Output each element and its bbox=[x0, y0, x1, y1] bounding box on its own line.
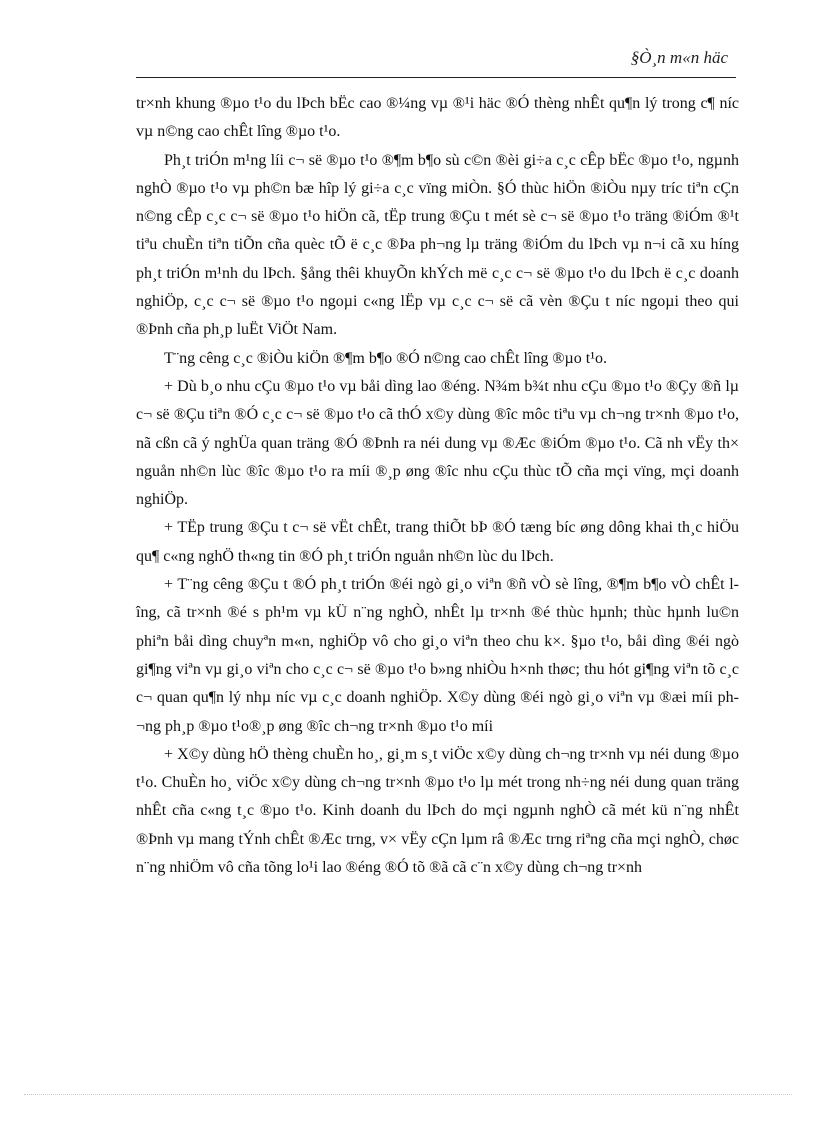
paragraph-teachers: + T¨ng cêng ®Çu t ®Ó ph¸t triÓn ®éi ngò gi¸o viªn ®ñ vÒ sè lîng, ®¶m b¶o vÒ chÊt lîng, cã tr×nh ®é s ph¹m vµ kÜ n¨ng nghÒ, nhÊt lµ tr×nh ®é thùc hµnh; thùc hµnh lu©n phiªn båi dìng chuyªn m«n, nghiÖp vô cho gi¸o viªn theo chu k×. §µo t¹o, båi dìng ®éi ngò gi¶ng viªn vµ gi¸o viªn cho c¸c c¬ së ®µo t¹o b»ng nhiÒu h×nh thøc; thu hót gi¶ng viªn tõ c¸c c¬ quan qu¶n lý nhµ níc vµ c¸c doanh nghiÖp. X©y dùng ®éi ngò gi¸o viªn vµ ®æi míi ph¬ng ph¸p ®µo t¹o®¸p øng ®îc ch¬ng tr×nh ®µo t¹o míi bbox=[136, 576, 739, 735]
body-text bbox=[136, 90, 739, 882]
paragraph-continuation: tr×nh khung ®µo t¹o du lÞch bËc cao ®¼ng vµ ®¹i häc ®Ó thèng nhÊt qu¶n lý trong c¶ níc vµ n©ng cao chÊt lîng ®µo t¹o. bbox=[136, 95, 739, 141]
paragraph-standardization: + X©y dùng hÖ thèng chuÈn ho¸, gi¸m s¸t viÖc x©y dùng ch¬ng tr×nh vµ néi dung ®µo t¹o. ChuÈn ho¸ viÖc x©y dùng ch¬ng tr×nh ®µo t¹o lµ mét trong nh÷ng néi dung quan träng nhÊt cña c«ng t¸c ®µo t¹o. Kinh doanh du lÞch do mçi ngµnh nghÒ cã mét kü n¨ng nhÊt ®Þnh vµ mang tÝnh chÊt ®Æc trng, v× vËy cÇn lµm râ ®Æc trng riªng cña mçi nghÒ, chøc n¨ng nhiÖm vô cña tõng lo¹i lao ®éng ®Ó tõ ®ã cã c¨n x©y dùng ch¬ng tr×nh bbox=[136, 745, 739, 877]
paragraph-infrastructure: + TËp trung ®Çu t c¬ së vËt chÊt, trang thiÕt bÞ ®Ó tæng bíc øng dông khai th¸c hiÖu qu¶ c«ng nghÖ th«ng tin ®Ó ph¸t triÓn nguån nh©n lùc du lÞch. bbox=[136, 519, 739, 565]
paragraph-quality-conditions: T¨ng cêng c¸c ®iÒu kiÖn ®¶m b¶o ®Ó n©ng cao chÊt lîng ®µo t¹o. bbox=[164, 349, 607, 367]
paragraph-network-development: Ph¸t triÓn m¹ng líi c¬ së ®µo t¹o ®¶m b¶o sù c©n ®èi gi÷a c¸c cÊp bËc ®µo t¹o, ngµnh nghÒ ®µo t¹o vµ ph©n bæ hîp lý gi÷a c¸c vïng miÒn. §Ó thùc hiÖn ®iÒu nµy tríc tiªn cÇn n©ng cÊp c¸c c¬ së ®µo t¹o hiÖn cã, tËp trung ®Çu t mét sè c¬ së ®µo t¹o träng ®iÓm ®¹t tiªu chuÈn tiªn tiÕn cña quèc tÕ ë c¸c ®Þa ph¬ng lµ träng ®iÓm du lÞch vµ n¬i cã xu híng ph¸t triÓn m¹nh du lÞch. §ång thêi khuyÕn khÝch më c¸c c¬ së ®µo t¹o du lÞch ë c¸c doanh nghiÖp, c¸c c¬ së ®µo t¹o ngoµi c«ng lËp vµ c¸c c¬ së cã vèn ®Çu t níc ngoµi theo qui ®Þnh cña ph¸p luËt ViÖt Nam. bbox=[136, 151, 739, 339]
page-header bbox=[136, 44, 736, 84]
page-bottom-rule bbox=[24, 1094, 792, 1095]
paragraph-demand-forecast: + Dù b¸o nhu cÇu ®µo t¹o vµ båi dìng lao ®éng. N¾m b¾t nhu cÇu ®µo t¹o ®Çy ®ñ lµ c¬ së ®Çu tiªn ®Ó c¸c c¬ së ®µo t¹o cã thÓ x©y dùng ®îc môc tiªu vµ ch¬ng tr×nh ®µo t¹o, nã cßn cã ý nghÜa quan träng ®Ó ®Þnh ra néi dung vµ ®Æc ®iÓm ®µo t¹o. Cã nh vËy th× nguån nh©n lùc ®îc ®µo t¹o ra míi ®¸p øng ®îc nhu cÇu thùc tÕ cña mçi vïng, mçi doanh nghiÖp. bbox=[136, 377, 739, 509]
header-rule bbox=[136, 77, 736, 78]
header-title: §Ò¸n m«n häc bbox=[630, 48, 728, 67]
